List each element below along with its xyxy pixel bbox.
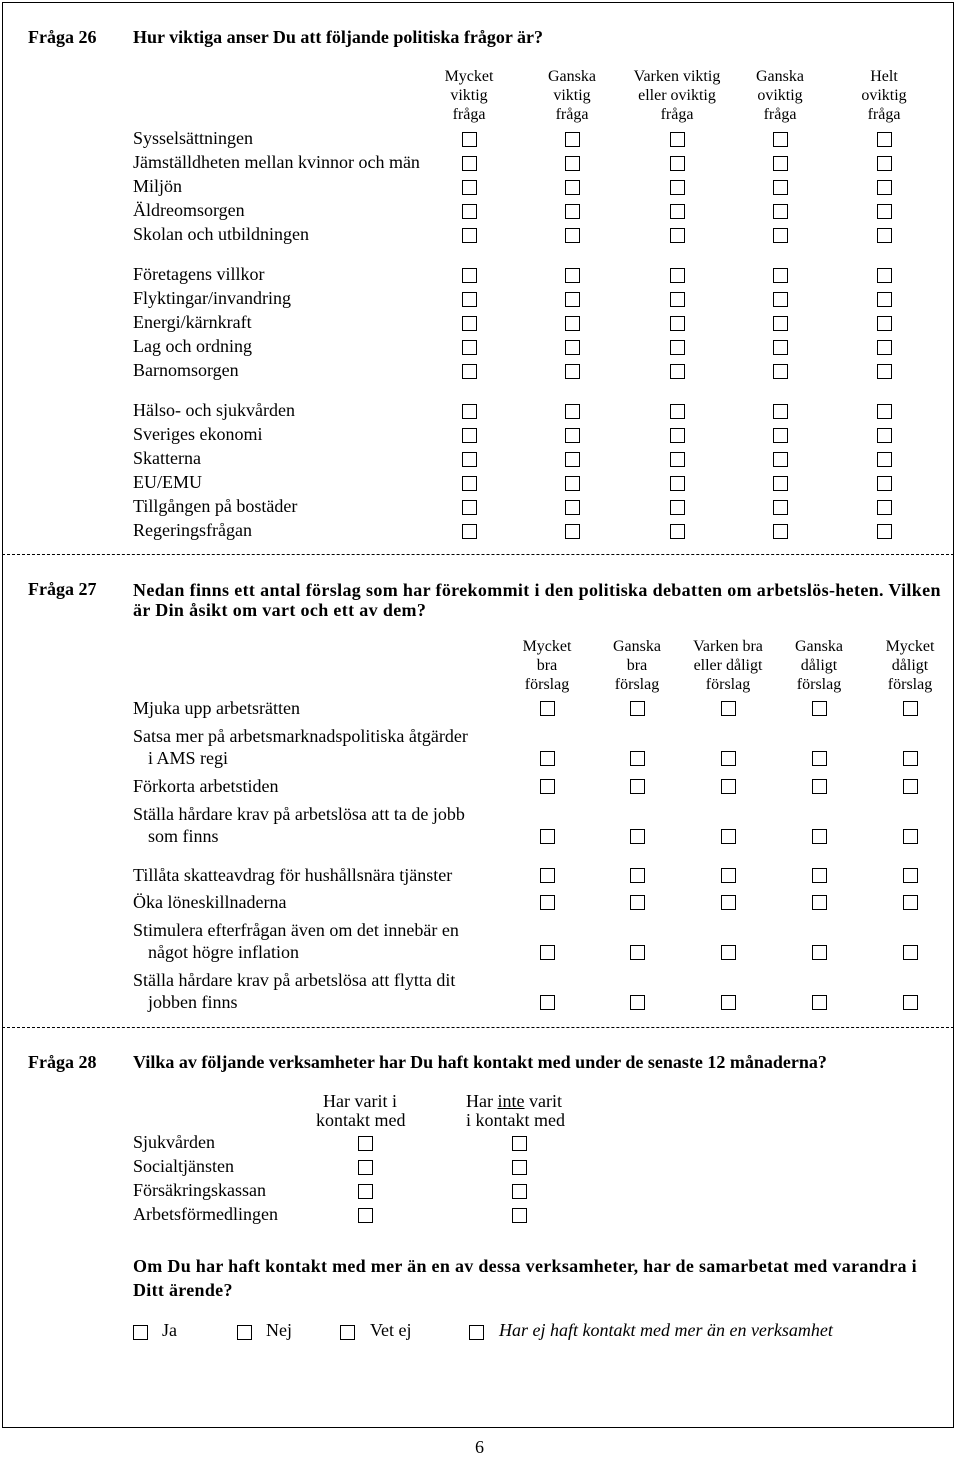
q26-checkbox[interactable] (565, 476, 580, 491)
q26-column-header: viktig (450, 87, 488, 104)
q26-checkbox[interactable] (670, 452, 685, 467)
q26-checkbox[interactable] (462, 156, 477, 171)
q26-checkbox[interactable] (462, 500, 477, 515)
q26-checkbox[interactable] (565, 132, 580, 147)
q27-row-label: Öka löneskillnaderna (133, 892, 287, 912)
q27-checkbox[interactable] (812, 829, 827, 844)
q28-checkbox-contact[interactable] (358, 1184, 373, 1199)
q26-checkbox[interactable] (877, 292, 892, 307)
q26-checkbox[interactable] (462, 428, 477, 443)
q26-checkbox[interactable] (877, 428, 892, 443)
q27-column-header: dåligt (800, 657, 838, 674)
q26-checkbox[interactable] (462, 180, 477, 195)
q27-column-header: bra (536, 657, 558, 674)
q27-row-label: Ställa hårdare krav på arbetslösa att flytta dit (133, 970, 456, 990)
q28-checkbox-no-contact[interactable] (512, 1184, 527, 1199)
q27-checkbox[interactable] (903, 829, 918, 844)
q26-row-label: Skatterna (133, 448, 201, 468)
q26-checkbox[interactable] (773, 204, 788, 219)
q26-column-header: Ganska (548, 68, 596, 85)
q27-label: Fråga 27 (28, 579, 97, 599)
q27-column-header: Varken bra (693, 638, 763, 655)
q27-checkbox[interactable] (721, 779, 736, 794)
q26-checkbox[interactable] (773, 428, 788, 443)
q26-checkbox[interactable] (462, 132, 477, 147)
q27-checkbox[interactable] (903, 779, 918, 794)
q26-checkbox[interactable] (773, 452, 788, 467)
q26-checkbox[interactable] (462, 452, 477, 467)
q26-checkbox[interactable] (462, 524, 477, 539)
q28-checkbox-no-contact[interactable] (512, 1136, 527, 1151)
q26-column-header: fråga (867, 106, 901, 123)
q27-column-header: förslag (614, 676, 660, 693)
q26-checkbox[interactable] (877, 316, 892, 331)
q27-row-label: Ställa hårdare krav på arbetslösa att ta de jobb (133, 804, 465, 824)
q26-checkbox[interactable] (670, 228, 685, 243)
q26-checkbox[interactable] (565, 316, 580, 331)
q28-option-label: Ja (162, 1320, 177, 1340)
q26-checkbox[interactable] (462, 340, 477, 355)
q26-row-label: Sveriges ekonomi (133, 424, 263, 444)
q27-checkbox[interactable] (812, 779, 827, 794)
q27-checkbox[interactable] (903, 995, 918, 1010)
q28-followup-question: Om Du har haft kontakt med mer än en av dessa verksamheter, har de samarbetat med varandra i Ditt ärende? (133, 1256, 917, 1300)
q26-checkbox[interactable] (565, 340, 580, 355)
q27-checkbox[interactable] (630, 868, 645, 883)
q26-checkbox[interactable] (773, 364, 788, 379)
q26-title: Hur viktiga anser Du att följande politiska frågor är? (133, 27, 544, 47)
q27-checkbox[interactable] (540, 701, 555, 716)
q26-column-header: oviktig (861, 87, 907, 104)
q26-column-header: Ganska (756, 68, 804, 85)
q26-checkbox[interactable] (877, 268, 892, 283)
q28-option-checkbox[interactable] (133, 1325, 148, 1340)
q26-column-header: oviktig (757, 87, 803, 104)
q27-checkbox[interactable] (721, 995, 736, 1010)
q27-row-label: jobben finns (148, 992, 238, 1012)
q27-row-label: Tillåta skatteavdrag för hushållsnära tjänster (133, 865, 453, 885)
q28-option-label: Har ej haft kontakt med mer än en verksamhet (499, 1320, 833, 1340)
q28-label: Fråga 28 (28, 1052, 97, 1072)
q26-row-label: Energi/kärnkraft (133, 312, 252, 332)
q26-row-label: Flyktingar/invandring (133, 288, 291, 308)
q26-column-header: eller oviktig (638, 87, 716, 104)
q28-header-contact: Har varit i (323, 1091, 397, 1111)
q26-checkbox[interactable] (670, 476, 685, 491)
q26-checkbox[interactable] (773, 340, 788, 355)
q26-row-label: Miljön (133, 176, 183, 196)
q26-checkbox[interactable] (773, 316, 788, 331)
q26-checkbox[interactable] (565, 156, 580, 171)
q26-column-header: fråga (660, 106, 694, 123)
q26-checkbox[interactable] (773, 268, 788, 283)
q26-column-header: fråga (763, 106, 797, 123)
q26-checkbox[interactable] (670, 204, 685, 219)
q26-checkbox[interactable] (773, 292, 788, 307)
q28-option-label: Vet ej (370, 1320, 412, 1340)
q27-checkbox[interactable] (812, 868, 827, 883)
q26-checkbox[interactable] (877, 524, 892, 539)
q27-column-header: bra (626, 657, 648, 674)
q27-column-header: förslag (524, 676, 570, 693)
q26-checkbox[interactable] (462, 204, 477, 219)
q26-checkbox[interactable] (773, 228, 788, 243)
q28-header-text: Har (466, 1091, 498, 1111)
q28-option-checkbox[interactable] (340, 1325, 355, 1340)
q27-column-header: förslag (705, 676, 751, 693)
q27-checkbox[interactable] (540, 895, 555, 910)
q27-checkbox[interactable] (721, 868, 736, 883)
q26-checkbox[interactable] (773, 132, 788, 147)
q27-checkbox[interactable] (630, 779, 645, 794)
q27-row-label: i AMS regi (148, 748, 229, 768)
q26-checkbox[interactable] (565, 500, 580, 515)
q28-header-contact: kontakt med (316, 1110, 406, 1130)
q26-checkbox[interactable] (565, 404, 580, 419)
q26-checkbox[interactable] (773, 404, 788, 419)
q27-checkbox[interactable] (812, 701, 827, 716)
q27-checkbox[interactable] (540, 751, 555, 766)
q28-row-label: Försäkringskassan (133, 1180, 266, 1200)
q26-row-label: Tillgången på bostäder (133, 496, 298, 516)
q26-column-header: viktig (553, 87, 591, 104)
q26-checkbox[interactable] (670, 428, 685, 443)
q27-checkbox[interactable] (540, 945, 555, 960)
q26-checkbox[interactable] (773, 524, 788, 539)
q27-checkbox[interactable] (540, 779, 555, 794)
q27-checkbox[interactable] (812, 995, 827, 1010)
q26-checkbox[interactable] (565, 204, 580, 219)
q28-checkbox-no-contact[interactable] (512, 1208, 527, 1223)
q26-checkbox[interactable] (670, 180, 685, 195)
q26-checkbox[interactable] (462, 228, 477, 243)
q27-checkbox[interactable] (630, 945, 645, 960)
q27-checkbox[interactable] (812, 945, 827, 960)
q26-checkbox[interactable] (877, 500, 892, 515)
q27-title: Nedan finns ett antal förslag som har förekommit i den politiska debatten om arbetslös-heten. Vilken är Din åsikt om vart och ett av dem? (133, 580, 941, 620)
q27-checkbox[interactable] (721, 829, 736, 844)
q26-checkbox[interactable] (877, 156, 892, 171)
q28-row-label: Socialtjänsten (133, 1156, 234, 1176)
q26-checkbox[interactable] (877, 476, 892, 491)
q26-checkbox[interactable] (565, 228, 580, 243)
q26-column-header: Varken viktig (633, 68, 721, 85)
q26-checkbox[interactable] (565, 364, 580, 379)
q26-checkbox[interactable] (565, 180, 580, 195)
q28-header-text: varit (524, 1091, 562, 1111)
q26-checkbox[interactable] (565, 452, 580, 467)
q26-checkbox[interactable] (565, 268, 580, 283)
q27-row-label: som finns (148, 826, 219, 846)
q26-checkbox[interactable] (773, 180, 788, 195)
q26-checkbox[interactable] (670, 404, 685, 419)
q27-row-label: Förkorta arbetstiden (133, 776, 279, 796)
q26-checkbox[interactable] (877, 228, 892, 243)
q27-column-header: förslag (796, 676, 842, 693)
q26-checkbox[interactable] (670, 292, 685, 307)
q28-option-label: Nej (266, 1320, 292, 1340)
q27-column-header: dåligt (891, 657, 929, 674)
q26-checkbox[interactable] (670, 268, 685, 283)
q26-checkbox[interactable] (773, 500, 788, 515)
q26-label: Fråga 26 (28, 27, 97, 47)
q26-checkbox[interactable] (670, 500, 685, 515)
q27-checkbox[interactable] (630, 701, 645, 716)
q27-row-label: Mjuka upp arbetsrätten (133, 698, 300, 718)
q27-checkbox[interactable] (630, 995, 645, 1010)
q26-checkbox[interactable] (670, 132, 685, 147)
q26-checkbox[interactable] (877, 132, 892, 147)
q26-row-label: Hälso- och sjukvården (133, 400, 295, 420)
q27-checkbox[interactable] (721, 895, 736, 910)
q26-checkbox[interactable] (462, 268, 477, 283)
q27-checkbox[interactable] (903, 945, 918, 960)
q26-row-label: Sysselsättningen (133, 128, 253, 148)
q27-row-label: något högre inflation (148, 942, 299, 962)
q27-checkbox[interactable] (630, 751, 645, 766)
q28-checkbox-contact[interactable] (358, 1136, 373, 1151)
q27-column-header: förslag (887, 676, 933, 693)
q27-column-header: Ganska (613, 638, 661, 655)
q27-checkbox[interactable] (812, 751, 827, 766)
q26-checkbox[interactable] (462, 316, 477, 331)
q26-row-label: Lag och ordning (133, 336, 252, 356)
q26-checkbox[interactable] (565, 292, 580, 307)
q28-checkbox-contact[interactable] (358, 1208, 373, 1223)
q27-checkbox[interactable] (903, 701, 918, 716)
q26-checkbox[interactable] (670, 364, 685, 379)
q26-row-label: Äldreomsorgen (133, 200, 245, 220)
q27-checkbox[interactable] (630, 895, 645, 910)
q28-title: Vilka av följande verksamheter har Du haft kontakt med under de senaste 12 månaderna? (133, 1052, 827, 1072)
q26-row-label: EU/EMU (133, 472, 202, 492)
q26-checkbox[interactable] (773, 156, 788, 171)
q27-checkbox[interactable] (721, 945, 736, 960)
q26-checkbox[interactable] (877, 340, 892, 355)
q26-checkbox[interactable] (565, 428, 580, 443)
q26-column-header: Helt (870, 68, 898, 85)
q27-row-label: Stimulera efterfrågan även om det innebär en (133, 920, 459, 940)
q26-checkbox[interactable] (877, 180, 892, 195)
section-separator (2, 554, 954, 555)
q26-column-header: fråga (452, 106, 486, 123)
q26-checkbox[interactable] (462, 364, 477, 379)
q27-row-label: Satsa mer på arbetsmarknadspolitiska åtgärder (133, 726, 468, 746)
q27-column-header: eller dåligt (693, 657, 763, 674)
q26-checkbox[interactable] (773, 476, 788, 491)
q27-checkbox[interactable] (540, 995, 555, 1010)
q26-row-label: Barnomsorgen (133, 360, 239, 380)
q26-checkbox[interactable] (670, 340, 685, 355)
q27-checkbox[interactable] (540, 868, 555, 883)
q26-row-label: Jämställdheten mellan kvinnor och män (133, 152, 420, 172)
q28-option-checkbox[interactable] (237, 1325, 252, 1340)
q26-column-header: fråga (555, 106, 589, 123)
q26-checkbox[interactable] (670, 524, 685, 539)
q26-row-label: Skolan och utbildningen (133, 224, 309, 244)
q28-checkbox-contact[interactable] (358, 1160, 373, 1175)
q27-column-header: Mycket (885, 638, 935, 655)
q27-checkbox[interactable] (903, 751, 918, 766)
q26-checkbox[interactable] (462, 476, 477, 491)
q28-row-label: Arbetsförmedlingen (133, 1204, 278, 1224)
q27-column-header: Ganska (795, 638, 843, 655)
q27-checkbox[interactable] (903, 868, 918, 883)
q26-checkbox[interactable] (462, 404, 477, 419)
q28-header-no-contact: i kontakt med (466, 1110, 565, 1130)
q26-column-header: Mycket (444, 68, 494, 85)
q28-option-checkbox[interactable] (469, 1325, 484, 1340)
q28-row-label: Sjukvården (133, 1132, 215, 1152)
q26-checkbox[interactable] (877, 452, 892, 467)
q26-checkbox[interactable] (877, 404, 892, 419)
q27-checkbox[interactable] (540, 829, 555, 844)
q27-checkbox[interactable] (903, 895, 918, 910)
section-separator (2, 1027, 954, 1028)
q26-checkbox[interactable] (670, 156, 685, 171)
q26-checkbox[interactable] (462, 292, 477, 307)
q26-checkbox[interactable] (877, 204, 892, 219)
q27-checkbox[interactable] (721, 751, 736, 766)
q27-checkbox[interactable] (721, 701, 736, 716)
q28-checkbox-no-contact[interactable] (512, 1160, 527, 1175)
q27-checkbox[interactable] (812, 895, 827, 910)
page-number: 6 (475, 1437, 484, 1457)
q27-column-header: Mycket (522, 638, 572, 655)
q26-checkbox[interactable] (565, 524, 580, 539)
q27-checkbox[interactable] (630, 829, 645, 844)
q28-header-underlined: inte (497, 1091, 525, 1111)
q26-row-label: Regeringsfrågan (133, 520, 252, 540)
q26-checkbox[interactable] (877, 364, 892, 379)
q26-checkbox[interactable] (670, 316, 685, 331)
q26-row-label: Företagens villkor (133, 264, 265, 284)
